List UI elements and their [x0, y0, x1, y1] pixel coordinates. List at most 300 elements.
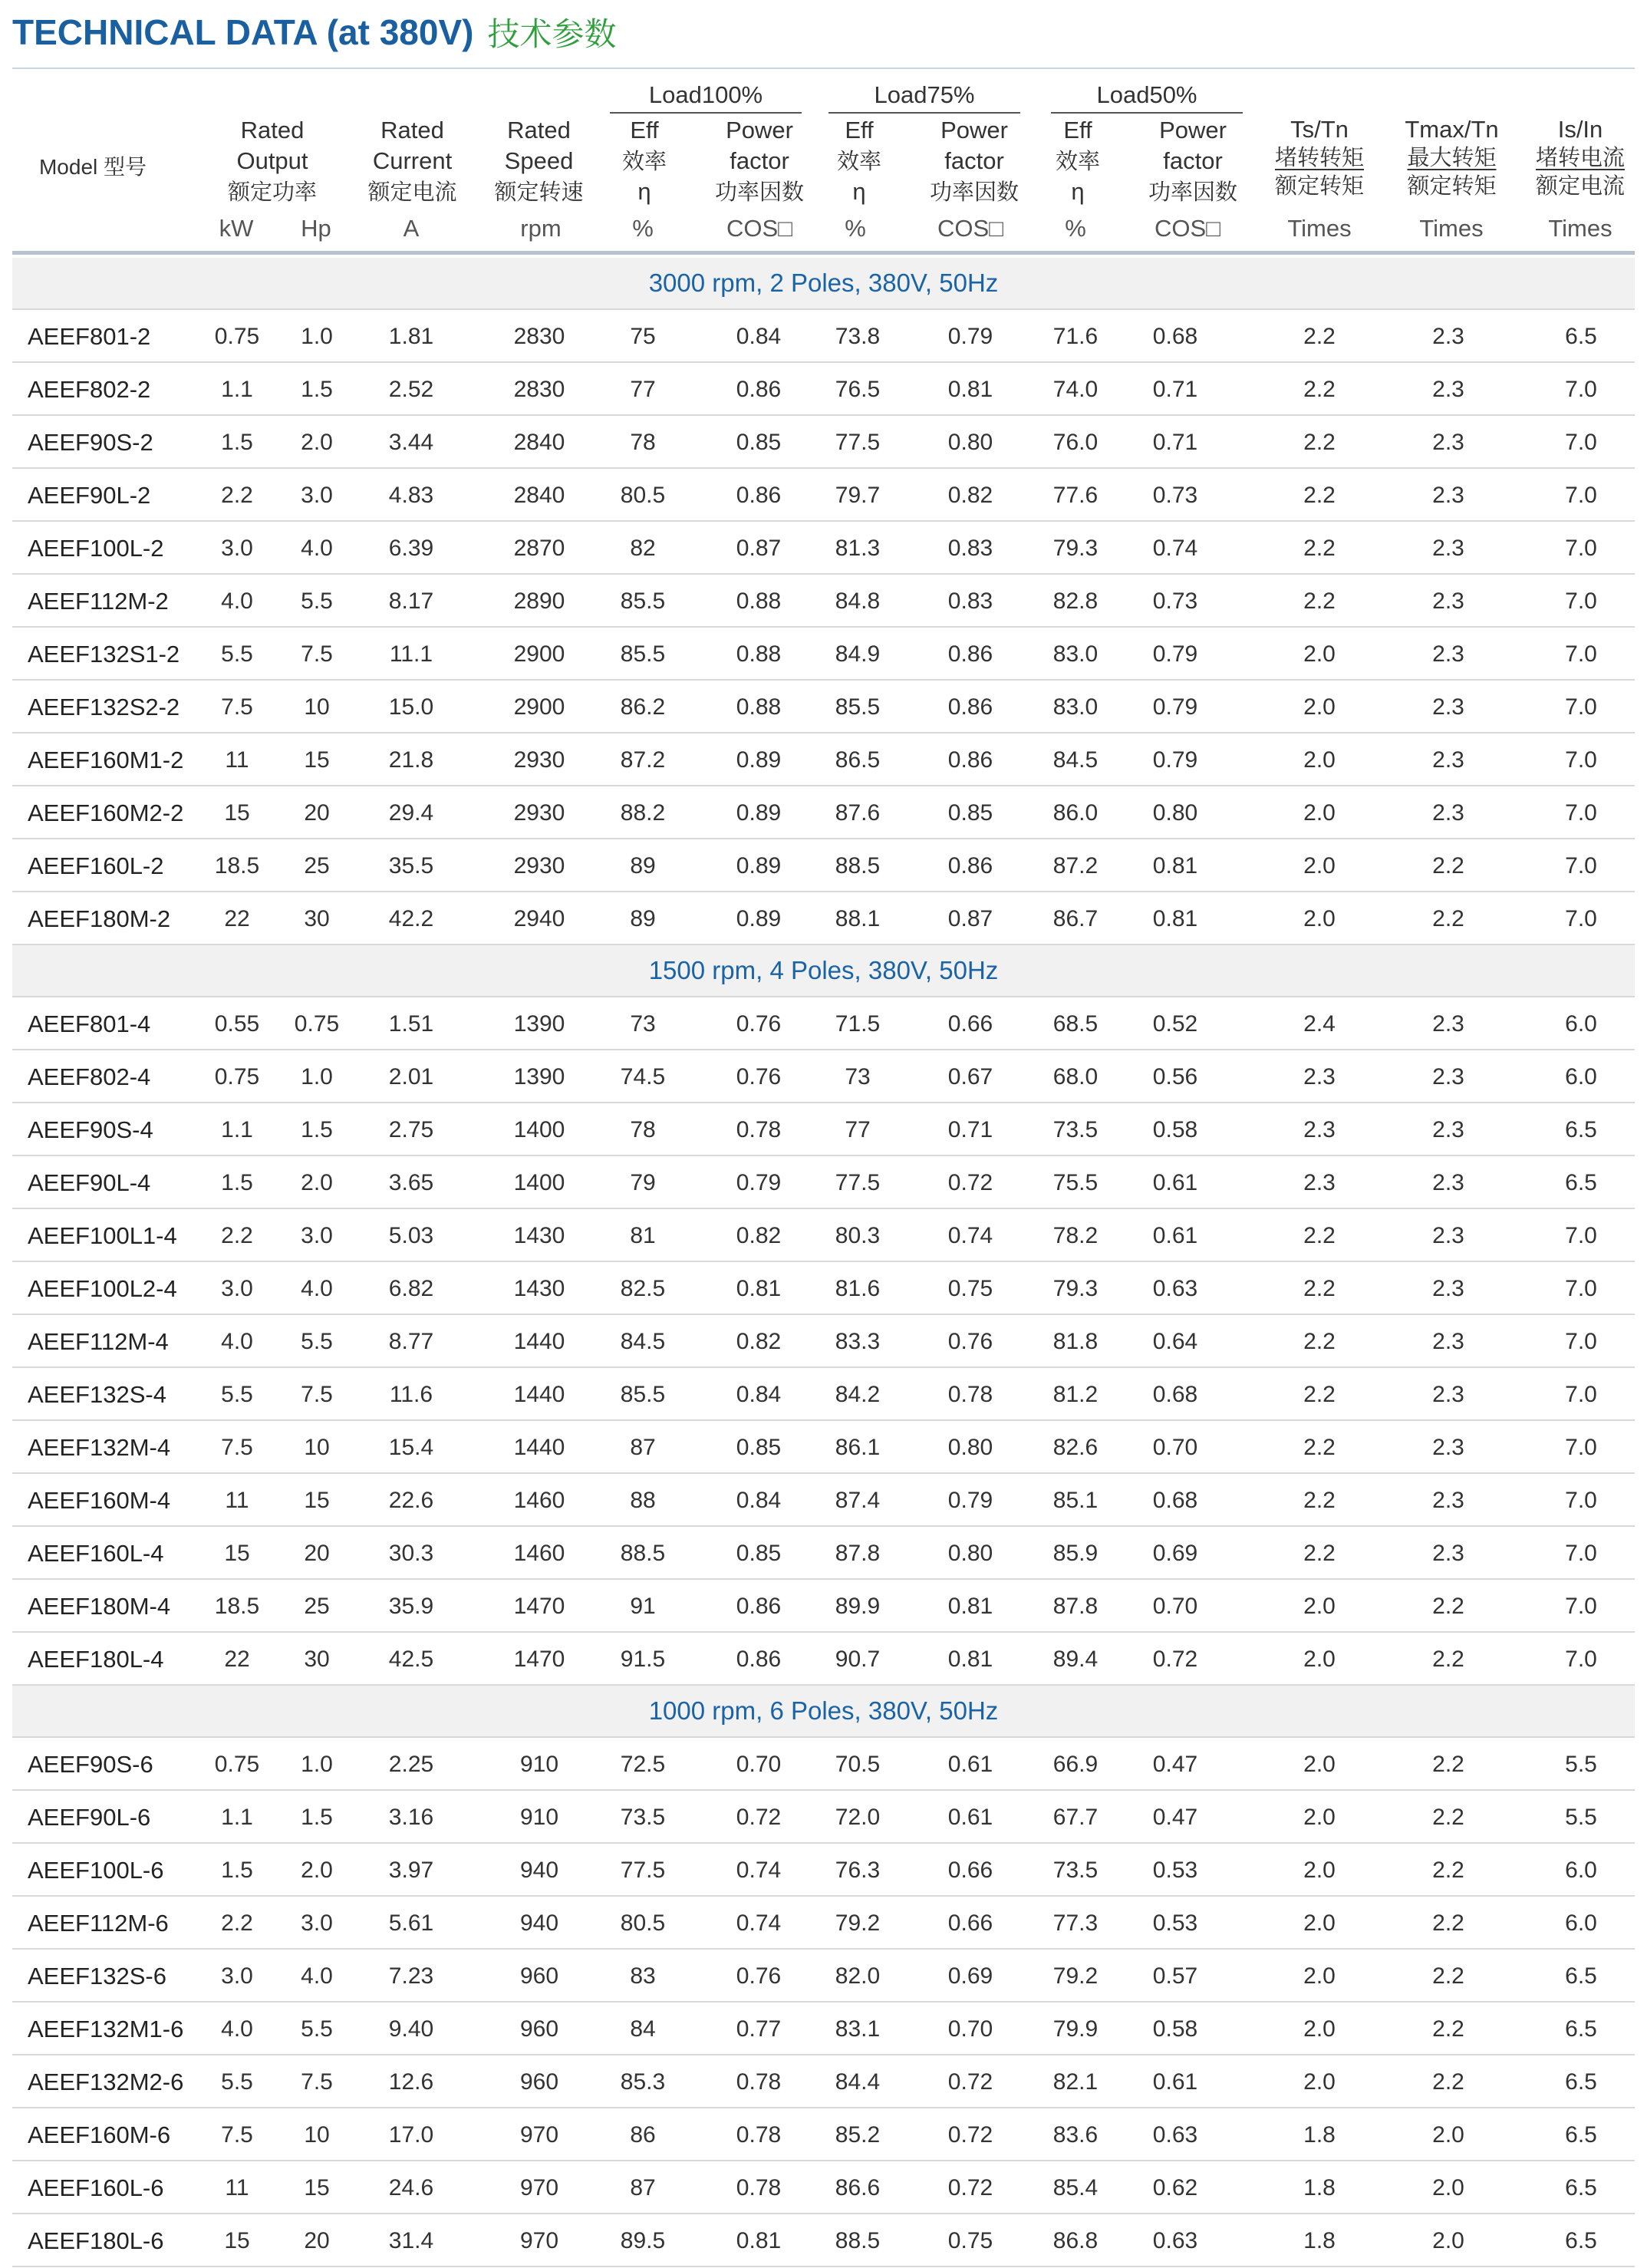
cell-is-in: 7.0	[1565, 377, 1597, 402]
cell-is-in: 7.0	[1565, 906, 1597, 931]
cell-output-hp: 1.5	[301, 1805, 333, 1830]
cell-is-in: 7.0	[1565, 641, 1597, 667]
cell-pf-100: 0.85	[736, 1541, 782, 1566]
cell-output-kw: 11	[225, 747, 249, 773]
cell-model: AEEF160M-6	[28, 2121, 171, 2148]
unit-ts-tn: Times	[1287, 215, 1352, 242]
cell-speed: 1430	[513, 1276, 565, 1301]
cell-pf-75: 0.76	[947, 1329, 993, 1354]
table-row	[12, 681, 1635, 733]
header-tmax-tn	[1385, 115, 1519, 200]
cell-is-in: 7.0	[1565, 430, 1597, 455]
table-row	[12, 628, 1635, 681]
cell-output-hp: 5.5	[301, 588, 333, 614]
cell-eff-100: 87	[630, 2175, 656, 2200]
cell-tmax-tn: 2.2	[1432, 2069, 1464, 2095]
cell-pf-100: 0.72	[736, 1805, 782, 1830]
cell-output-kw: 15	[224, 800, 250, 826]
cell-pf-50: 0.47	[1152, 1805, 1198, 1830]
cell-eff-50: 78.2	[1052, 1223, 1099, 1248]
cell-model: AEEF180M-4	[28, 1593, 171, 1620]
cell-output-kw: 1.1	[221, 1805, 253, 1830]
cell-ts-tn: 2.2	[1303, 324, 1336, 349]
cell-ts-tn: 2.3	[1303, 1064, 1336, 1089]
cell-output-kw: 5.5	[221, 641, 253, 667]
cell-model: AEEF180L-4	[28, 1646, 164, 1673]
cell-pf-75: 0.86	[947, 694, 993, 720]
header-rated-current-line2: Current	[372, 147, 453, 174]
cell-eff-100: 88	[630, 1488, 656, 1513]
cell-ts-tn: 2.2	[1303, 1541, 1336, 1566]
cell-model: AEEF90S-4	[28, 1116, 153, 1143]
cell-eff-75: 84.4	[835, 2069, 881, 2095]
cell-eff-100: 72.5	[620, 1752, 666, 1777]
cell-pf-75: 0.66	[947, 1011, 993, 1037]
cell-output-hp: 10	[304, 1435, 330, 1460]
cell-tmax-tn: 2.3	[1432, 324, 1464, 349]
cell-eff-75: 83.1	[835, 2016, 881, 2042]
header-eff-75	[817, 115, 901, 207]
cell-pf-50: 0.79	[1152, 694, 1198, 720]
cell-ts-tn: 2.0	[1303, 1963, 1336, 1989]
table-row	[12, 2055, 1635, 2108]
cell-tmax-tn: 2.2	[1432, 1594, 1464, 1619]
cell-output-hp: 25	[304, 1594, 330, 1619]
cell-current: 42.2	[388, 906, 434, 931]
cell-tmax-tn: 2.2	[1432, 2016, 1464, 2042]
cell-ts-tn: 2.0	[1303, 2069, 1336, 2095]
pf-75-line1: Power	[940, 117, 1008, 143]
cell-output-kw: 22	[224, 1647, 250, 1672]
cell-pf-75: 0.81	[947, 377, 993, 402]
cell-model: AEEF112M-6	[28, 1910, 169, 1937]
cell-speed: 2830	[513, 324, 565, 349]
header-rated-speed-zh: 额定转速	[494, 179, 584, 205]
pf-100-line2: factor	[730, 147, 789, 174]
table-row	[12, 522, 1635, 575]
section-header: 1500 rpm, 4 Poles, 380V, 50Hz	[12, 945, 1635, 997]
cell-eff-100: 89.5	[620, 2228, 666, 2253]
pf-50-zh: 功率因数	[1148, 179, 1237, 205]
header-rated-speed-line1: Rated	[507, 117, 571, 143]
title-chinese: 技术参数	[487, 15, 617, 53]
cell-pf-50: 0.64	[1152, 1329, 1198, 1354]
cell-eff-50: 67.7	[1052, 1805, 1099, 1830]
cell-model: AEEF132M2-6	[28, 2069, 184, 2095]
cell-output-hp: 20	[304, 2228, 330, 2253]
cell-tmax-tn: 2.3	[1432, 1382, 1464, 1407]
cell-output-kw: 18.5	[214, 853, 260, 879]
cell-pf-100: 0.77	[736, 2016, 782, 2042]
cell-tmax-tn: 2.2	[1432, 1910, 1464, 1936]
cell-ts-tn: 2.2	[1303, 377, 1336, 402]
cell-eff-75: 87.6	[835, 800, 881, 826]
cell-eff-50: 68.0	[1052, 1064, 1099, 1089]
cell-pf-50: 0.63	[1152, 2122, 1198, 2148]
cell-is-in: 6.5	[1565, 2016, 1597, 2042]
cell-pf-100: 0.88	[736, 694, 782, 720]
cell-tmax-tn: 2.3	[1432, 1488, 1464, 1513]
cell-eff-100: 78	[630, 430, 656, 455]
cell-is-in: 7.0	[1565, 1435, 1597, 1460]
table-row	[12, 1633, 1635, 1686]
cell-pf-50: 0.58	[1152, 1117, 1198, 1142]
cell-ts-tn: 2.0	[1303, 2016, 1336, 2042]
cell-pf-100: 0.84	[736, 1488, 782, 1513]
cell-pf-75: 0.86	[947, 853, 993, 879]
cell-output-kw: 15	[224, 2228, 250, 2253]
cell-speed: 1470	[513, 1594, 565, 1619]
table-row	[12, 575, 1635, 628]
cell-eff-100: 73	[630, 1011, 656, 1037]
cell-output-hp: 10	[304, 2122, 330, 2148]
cell-eff-100: 88.2	[620, 800, 666, 826]
cell-model: AEEF90L-4	[28, 1169, 151, 1196]
title-divider	[12, 68, 1635, 69]
cell-speed: 2940	[513, 906, 565, 931]
cell-is-in: 6.0	[1565, 1064, 1597, 1089]
cell-pf-100: 0.89	[736, 853, 782, 879]
cell-eff-100: 79	[630, 1170, 656, 1195]
cell-ts-tn: 2.0	[1303, 1805, 1336, 1830]
cell-eff-75: 88.5	[835, 2228, 881, 2253]
header-rated-current-line1: Rated	[380, 117, 444, 143]
cell-eff-75: 88.5	[835, 853, 881, 879]
cell-eff-100: 86.2	[620, 694, 666, 720]
cell-eff-50: 84.5	[1052, 747, 1099, 773]
cell-pf-100: 0.86	[736, 483, 782, 508]
cell-output-kw: 1.5	[221, 1170, 253, 1195]
eff-50-symbol: η	[1071, 178, 1085, 205]
cell-eff-50: 87.2	[1052, 853, 1099, 879]
cell-eff-100: 73.5	[620, 1805, 666, 1830]
cell-pf-75: 0.87	[947, 906, 993, 931]
cell-pf-50: 0.61	[1152, 1223, 1198, 1248]
cell-eff-50: 86.7	[1052, 906, 1099, 931]
cell-tmax-tn: 2.0	[1432, 2228, 1464, 2253]
cell-pf-50: 0.61	[1152, 2069, 1198, 2095]
cell-eff-50: 81.2	[1052, 1382, 1099, 1407]
cell-speed: 1460	[513, 1488, 565, 1513]
cell-output-kw: 18.5	[214, 1594, 260, 1619]
cell-eff-75: 79.2	[835, 1910, 881, 1936]
cell-tmax-tn: 2.3	[1432, 1223, 1464, 1248]
cell-output-kw: 4.0	[221, 1329, 253, 1354]
cell-eff-100: 87.2	[620, 747, 666, 773]
cell-eff-50: 85.1	[1052, 1488, 1099, 1513]
cell-eff-50: 86.0	[1052, 800, 1099, 826]
cell-output-hp: 4.0	[301, 1276, 333, 1301]
cell-pf-75: 0.72	[947, 2069, 993, 2095]
cell-tmax-tn: 2.0	[1432, 2175, 1464, 2200]
cell-tmax-tn: 2.3	[1432, 1276, 1464, 1301]
cell-tmax-tn: 2.3	[1432, 1435, 1464, 1460]
cell-ts-tn: 2.3	[1303, 1117, 1336, 1142]
tmax-tn-numerator: 最大转矩	[1407, 144, 1497, 170]
cell-output-kw: 0.55	[214, 1011, 260, 1037]
cell-output-hp: 1.0	[301, 1752, 333, 1777]
cell-model: AEEF132S-4	[28, 1381, 166, 1408]
cell-is-in: 6.5	[1565, 2175, 1597, 2200]
cell-output-kw: 1.5	[221, 1858, 253, 1883]
unit-pf-75: COS□	[937, 215, 1003, 242]
cell-eff-100: 84	[630, 2016, 656, 2042]
cell-tmax-tn: 2.2	[1432, 1647, 1464, 1672]
pf-100-zh: 功率因数	[714, 179, 804, 205]
cell-pf-100: 0.76	[736, 1064, 782, 1089]
cell-speed: 1430	[513, 1223, 565, 1248]
cell-current: 6.39	[388, 536, 434, 561]
eff-100-symbol: η	[637, 178, 651, 205]
header-is-in	[1523, 115, 1638, 200]
pf-100-line1: Power	[726, 117, 793, 143]
table-row	[12, 733, 1635, 786]
cell-pf-100: 0.85	[736, 1435, 782, 1460]
cell-current: 15.0	[388, 694, 434, 720]
header-rated-output-zh: 额定功率	[227, 179, 317, 205]
cell-ts-tn: 2.0	[1303, 800, 1336, 826]
pf-50-line1: Power	[1159, 117, 1227, 143]
cell-pf-100: 0.84	[736, 324, 782, 349]
page-title	[12, 9, 616, 63]
cell-ts-tn: 2.0	[1303, 1647, 1336, 1672]
table-row	[12, 363, 1635, 416]
cell-current: 3.65	[388, 1170, 434, 1195]
cell-tmax-tn: 2.2	[1432, 1752, 1464, 1777]
cell-eff-100: 91	[630, 1594, 656, 1619]
cell-eff-50: 77.6	[1052, 483, 1099, 508]
cell-pf-75: 0.79	[947, 1488, 993, 1513]
cell-output-hp: 2.0	[301, 1170, 333, 1195]
cell-eff-100: 75	[630, 324, 656, 349]
cell-pf-50: 0.72	[1152, 1647, 1198, 1672]
cell-ts-tn: 2.2	[1303, 1276, 1336, 1301]
cell-ts-tn: 2.0	[1303, 1752, 1336, 1777]
cell-pf-75: 0.83	[947, 588, 993, 614]
cell-eff-50: 73.5	[1052, 1858, 1099, 1883]
cell-is-in: 7.0	[1565, 588, 1597, 614]
unit-pf-100: COS□	[726, 215, 792, 242]
cell-eff-50: 81.8	[1052, 1329, 1099, 1354]
header-ts-tn	[1258, 115, 1381, 200]
cell-speed: 2890	[513, 588, 565, 614]
cell-tmax-tn: 2.3	[1432, 377, 1464, 402]
cell-model: AEEF100L-2	[28, 535, 164, 562]
cell-model: AEEF801-2	[28, 323, 151, 350]
is-in-line1: Is/In	[1557, 116, 1603, 143]
table-row	[12, 1897, 1635, 1950]
cell-eff-100: 82	[630, 536, 656, 561]
cell-model: AEEF180M-2	[28, 905, 171, 932]
cell-model: AEEF90L-2	[28, 482, 151, 509]
cell-output-hp: 30	[304, 906, 330, 931]
cell-eff-75: 81.3	[835, 536, 881, 561]
cell-pf-100: 0.79	[736, 1170, 782, 1195]
cell-ts-tn: 2.2	[1303, 1488, 1336, 1513]
table-row	[12, 1844, 1635, 1897]
cell-model: AEEF132M1-6	[28, 2016, 184, 2042]
cell-pf-100: 0.87	[736, 536, 782, 561]
cell-pf-75: 0.71	[947, 1117, 993, 1142]
cell-pf-50: 0.68	[1152, 1382, 1198, 1407]
cell-speed: 970	[519, 2228, 559, 2253]
cell-eff-75: 87.8	[835, 1541, 881, 1566]
table-row	[12, 1791, 1635, 1844]
cell-eff-50: 83.6	[1052, 2122, 1099, 2148]
cell-model: AEEF802-2	[28, 376, 151, 403]
load50-rule	[1051, 112, 1243, 114]
cell-eff-50: 82.1	[1052, 2069, 1099, 2095]
cell-eff-50: 79.3	[1052, 1276, 1099, 1301]
header-load75: Load75%	[874, 81, 975, 108]
cell-pf-100: 0.74	[736, 1910, 782, 1936]
cell-is-in: 6.5	[1565, 324, 1597, 349]
unit-eff-75: %	[845, 215, 866, 242]
header-eff-100	[602, 115, 687, 207]
cell-eff-50: 73.5	[1052, 1117, 1099, 1142]
cell-pf-50: 0.58	[1152, 2016, 1198, 2042]
cell-ts-tn: 2.2	[1303, 1223, 1336, 1248]
cell-output-kw: 0.75	[214, 1752, 260, 1777]
cell-current: 11.6	[389, 1382, 433, 1407]
cell-eff-100: 74.5	[620, 1064, 666, 1089]
cell-pf-75: 0.80	[947, 430, 993, 455]
cell-eff-100: 81	[630, 1223, 656, 1248]
cell-output-hp: 20	[304, 800, 330, 826]
cell-eff-100: 85.5	[620, 641, 666, 667]
header-rated-speed	[476, 115, 602, 207]
cell-current: 30.3	[388, 1541, 434, 1566]
cell-output-kw: 2.2	[221, 483, 253, 508]
unit-rpm: rpm	[520, 215, 562, 242]
cell-is-in: 7.0	[1565, 536, 1597, 561]
cell-speed: 2930	[513, 747, 565, 773]
cell-eff-50: 71.6	[1052, 324, 1099, 349]
cell-pf-50: 0.53	[1152, 1858, 1198, 1883]
cell-pf-100: 0.89	[736, 800, 782, 826]
cell-eff-75: 70.5	[835, 1752, 881, 1777]
cell-current: 12.6	[388, 2069, 434, 2095]
cell-pf-50: 0.70	[1152, 1435, 1198, 1460]
cell-output-hp: 1.0	[301, 324, 333, 349]
cell-pf-100: 0.78	[736, 2122, 782, 2148]
cell-speed: 2900	[513, 694, 565, 720]
cell-model: AEEF100L1-4	[28, 1222, 177, 1249]
cell-eff-50: 66.9	[1052, 1752, 1099, 1777]
eff-100-line1: Eff	[630, 117, 659, 143]
cell-pf-50: 0.81	[1152, 906, 1198, 931]
cell-pf-100: 0.81	[736, 1276, 782, 1301]
cell-is-in: 7.0	[1565, 800, 1597, 826]
cell-output-kw: 1.1	[221, 377, 253, 402]
cell-eff-100: 78	[630, 1117, 656, 1142]
table-row	[12, 1156, 1635, 1209]
cell-tmax-tn: 2.3	[1432, 1117, 1464, 1142]
cell-output-kw: 15	[224, 1541, 250, 1566]
cell-pf-75: 0.74	[947, 1223, 993, 1248]
cell-current: 2.25	[388, 1752, 434, 1777]
cell-is-in: 7.0	[1565, 694, 1597, 720]
cell-eff-100: 89	[630, 906, 656, 931]
header-rated-current	[349, 115, 476, 207]
cell-pf-75: 0.67	[947, 1064, 993, 1089]
cell-current: 2.75	[388, 1117, 434, 1142]
cell-pf-50: 0.73	[1152, 588, 1198, 614]
cell-output-kw: 5.5	[221, 1382, 253, 1407]
cell-pf-75: 0.86	[947, 747, 993, 773]
cell-model: AEEF100L-6	[28, 1857, 164, 1884]
cell-eff-100: 85.5	[620, 1382, 666, 1407]
eff-75-zh: 效率	[836, 148, 881, 174]
cell-eff-50: 83.0	[1052, 694, 1099, 720]
cell-pf-100: 0.70	[736, 1752, 782, 1777]
cell-speed: 1400	[513, 1170, 565, 1195]
cell-eff-100: 77	[630, 377, 656, 402]
cell-tmax-tn: 2.3	[1432, 694, 1464, 720]
table-row	[12, 1950, 1635, 2003]
tmax-tn-line1: Tmax/Tn	[1405, 116, 1499, 143]
cell-output-kw: 3.0	[221, 1963, 253, 1989]
cell-eff-50: 74.0	[1052, 377, 1099, 402]
cell-pf-75: 0.78	[947, 1382, 993, 1407]
cell-eff-100: 83	[630, 1963, 656, 1989]
cell-current: 7.23	[388, 1963, 434, 1989]
cell-current: 22.6	[388, 1488, 434, 1513]
table-row	[12, 2108, 1635, 2161]
cell-pf-75: 0.81	[947, 1647, 993, 1672]
cell-is-in: 7.0	[1565, 747, 1597, 773]
table-row	[12, 1368, 1635, 1421]
cell-speed: 1390	[513, 1011, 565, 1037]
cell-eff-100: 80.5	[620, 483, 666, 508]
cell-is-in: 5.5	[1565, 1805, 1597, 1830]
cell-output-kw: 11	[225, 1488, 249, 1513]
eff-75-symbol: η	[852, 178, 866, 205]
cell-ts-tn: 2.0	[1303, 1858, 1336, 1883]
cell-pf-50: 0.68	[1152, 1488, 1198, 1513]
header-rated-speed-line2: Speed	[504, 147, 574, 174]
cell-output-kw: 11	[225, 2175, 249, 2200]
cell-pf-50: 0.56	[1152, 1064, 1198, 1089]
cell-eff-50: 82.6	[1052, 1435, 1099, 1460]
cell-pf-75: 0.80	[947, 1435, 993, 1460]
cell-speed: 910	[519, 1805, 559, 1830]
cell-tmax-tn: 2.3	[1432, 1011, 1464, 1037]
cell-eff-100: 88.5	[620, 1541, 666, 1566]
cell-output-hp: 7.5	[301, 2069, 333, 2095]
table-row	[12, 1050, 1635, 1103]
cell-ts-tn: 2.0	[1303, 906, 1336, 931]
cell-output-hp: 15	[304, 747, 330, 773]
cell-pf-100: 0.85	[736, 430, 782, 455]
cell-model: AEEF100L2-4	[28, 1275, 177, 1302]
cell-pf-100: 0.78	[736, 2175, 782, 2200]
cell-speed: 2830	[513, 377, 565, 402]
cell-current: 31.4	[388, 2228, 434, 2253]
cell-speed: 1470	[513, 1647, 565, 1672]
cell-pf-50: 0.71	[1152, 430, 1198, 455]
unit-eff-100: %	[632, 215, 654, 242]
table-row	[12, 1580, 1635, 1633]
cell-speed: 2840	[513, 430, 565, 455]
cell-speed: 1440	[513, 1435, 565, 1460]
cell-output-hp: 5.5	[301, 2016, 333, 2042]
cell-tmax-tn: 2.3	[1432, 536, 1464, 561]
cell-is-in: 7.0	[1565, 1488, 1597, 1513]
cell-current: 3.44	[388, 430, 434, 455]
cell-pf-50: 0.47	[1152, 1752, 1198, 1777]
cell-output-kw: 2.2	[221, 1223, 253, 1248]
